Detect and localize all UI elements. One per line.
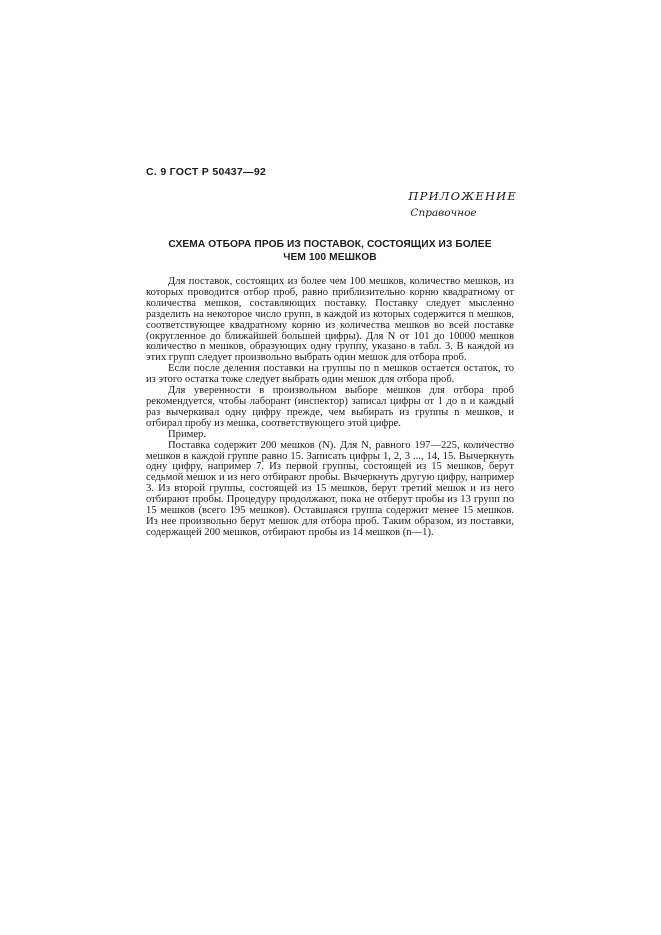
appendix-title: ПРИЛОЖЕНИЕ: [408, 189, 517, 203]
appendix-subtitle: Справочное: [410, 207, 477, 219]
page-header: С. 9 ГОСТ Р 50437—92: [146, 166, 267, 178]
heading-line-2: ЧЕМ 100 МЕШКОВ: [283, 252, 377, 263]
paragraph: Поставка содержит 200 мешков (N). Для N, равного 197—225, количество мешков в каждой группе равно 15. Записать цифры 1, 2, 3 ..., 14, 15. Вычеркнуть одну цифру, например 7. Из первой группы, состоящей из 15 мешков, берут седьмой мешок и из него отбирают пробы. Вычеркнуть другую цифру, например 3. Из второй группы, состоящей из 15 мешков, берут третий мешок и из него отбирают пробы. Процедуру продолжают, пока не отберут пробы из 13 групп по 15 мешков (всего 195 мешков). Оставшаяся группа содержит менее 15 мешков. Из нее произвольно берут мешок для отбора проб. Таким образом, из поставки, содержащей 200 мешков, отбирают пробы из 14 мешков (n—1).: [146, 439, 514, 538]
heading-line-1: СХЕМА ОТБОРА ПРОБ ИЗ ПОСТАВОК, СОСТОЯЩИХ ИЗ БОЛЕЕ: [168, 239, 492, 250]
appendix-label: [408, 189, 517, 219]
paragraph: Для уверенности в произвольном выборе мешков для отбора проб рекомендуется, чтобы лаборант (инспектор) записал цифры от 1 до n и каждый раз вычеркивал одну цифру прежде, чем выбирать из группы n мешков, и отбирал пробу из мешка, соответствующего этой цифре.: [146, 385, 514, 429]
example-label: Пример.: [168, 428, 206, 440]
paragraph: Для поставок, состоящих из более чем 100 мешков, количество мешков, из которых проводится отбор проб, равно приблизительно корню квадратному от количества мешков, составляющих поставку. Поставку следует мысленно разделить на некоторое число групп, в каждой из которых содержится n мешков, соответствующее квадратному корню из количества мешков во всей поставке (округленное до ближайшей большей цифры). Для N от 101 до 10000 мешков количество n мешков, образующих одну группу, указано в табл. 3. В каждой из этих групп следует произвольно выбрать один мешок для отбора проб.: [146, 276, 514, 364]
section-heading: [150, 238, 510, 264]
paragraph: Если после деления поставки на группы по n мешков остается остаток, то из этого остатка тоже следует выбрать один мешок для отбора проб.: [146, 363, 514, 386]
body-text: [146, 277, 514, 539]
